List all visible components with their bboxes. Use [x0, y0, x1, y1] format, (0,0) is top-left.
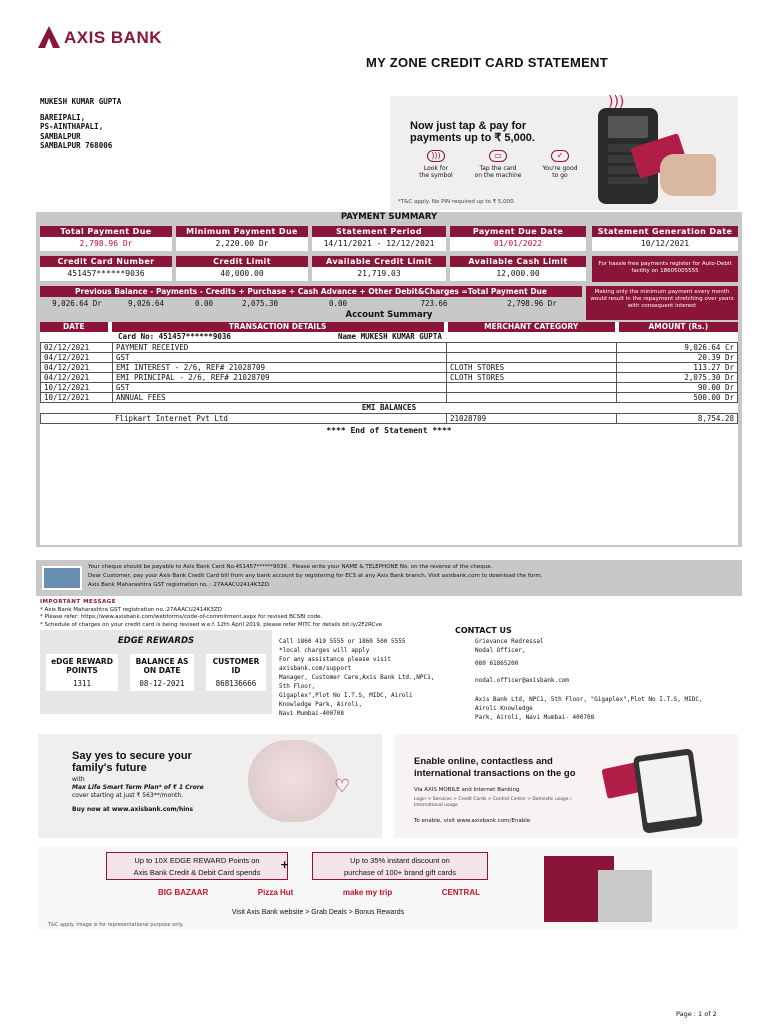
total-payment-due-label: Total Payment Due: [40, 226, 172, 237]
card-number-line: Card No: 451457******9036: [118, 332, 231, 341]
contact-line: Call 1860 419 5555 or 1860 500 5555: [279, 638, 406, 645]
statement-period-value: 14/11/2021 - 12/12/2021: [312, 237, 446, 251]
transaction-details: EMI PRINCIPAL - 2/6, REF# 21028709: [113, 373, 447, 383]
balance-equation-header: Previous Balance - Payments - Credits + Purchase + Cash Advance + Other Debit&Charges =Total Payment Due: [40, 286, 582, 297]
step-label: You're good: [542, 165, 578, 172]
big-bazaar-logo: BIG BAZAAR: [158, 888, 209, 897]
credit-card-number-label: Credit Card Number: [40, 256, 172, 267]
minimum-payment-due: [176, 226, 308, 251]
important-item: * Schedule of charges on your credit card is being revised w.e.f. 12th April 2019, please refer MITC for details bit.ly/2F2RCve: [40, 621, 383, 628]
notes-band: [36, 560, 742, 596]
transactions-area: [40, 322, 738, 545]
contact-line: Park, Airoli, Navi Mumbai- 400708: [475, 714, 595, 721]
balance-equation-values: [40, 297, 582, 311]
emi-row: [41, 414, 738, 424]
available-credit-limit: [312, 256, 446, 281]
card-info-row: [40, 332, 738, 342]
makemytrip-logo: make my trip: [342, 888, 393, 897]
online-enable-link[interactable]: To enable, visit www.axisbank.com/Enable: [414, 818, 531, 824]
contactless-symbol-icon: ))): [427, 150, 445, 162]
address-line: SAMBALPUR: [40, 131, 81, 141]
statement-title: MY ZONE CREDIT CARD STATEMENT: [366, 55, 608, 70]
statement-panel: [36, 212, 742, 547]
transaction-details: GST: [113, 383, 447, 393]
contact-line: Nodal Officer,: [475, 647, 526, 654]
insurance-copy: [72, 776, 204, 814]
payment-due-date-label: Payment Due Date: [450, 226, 586, 237]
transaction-amount: 113.27 Dr: [617, 363, 738, 373]
credit-limit: [176, 256, 308, 281]
cardholder-name-line: Name MUKESH KUMAR GUPTA: [338, 332, 442, 341]
credit-limit-label: Credit Limit: [176, 256, 308, 267]
tap-ad-footnote: *T&C apply. No PIN required up to ₹ 5,000.: [398, 199, 516, 205]
total-due-value: 2,798.96 Dr: [507, 299, 557, 308]
end-of-statement: **** End of Statement ****: [326, 426, 452, 435]
plus-sign: +: [280, 858, 290, 871]
rewards-box-line-1: Up to 10X EDGE REWARD Points on: [134, 856, 260, 865]
credits-value: 0.00: [194, 299, 214, 308]
transaction-amount: 2,075.30 Dr: [617, 373, 738, 383]
notes-line: Dear Customer, pay your Axis Bank Credit Card bill from any bank account by registering for ECS at any Axis Bank branch. Visit axisbank.com to download the form.: [88, 573, 543, 579]
online-transactions-ad: [394, 734, 738, 838]
step-label: Look for: [423, 165, 449, 172]
online-headline-2: international transactions on the go: [414, 768, 576, 779]
contact-email[interactable]: nodal.officer@axisbank.com: [475, 677, 569, 684]
giftcards-box-line-2: purchase of 100+ brand gift cards: [344, 868, 456, 877]
contact-line: Manager, Customer Care,Axis Bank Ltd.,NPC1,: [279, 674, 435, 681]
transaction-details: ANNUAL FEES: [113, 393, 447, 403]
mobile-phone-image: [633, 748, 703, 834]
pizza-hut-logo: Pizza Hut: [257, 888, 294, 897]
emi-balances-title: EMI BALANCES: [361, 403, 417, 412]
transaction-amount: 20.39 Dr: [617, 353, 738, 363]
table-row: [41, 353, 738, 363]
emi-amount: 8,754.28: [617, 414, 738, 424]
transaction-date: 04/12/2021: [41, 373, 113, 383]
important-title: IMPORTANT MESSAGE: [40, 599, 116, 605]
tap-ad-headline-1: Now just tap & pay for: [410, 120, 527, 132]
rewards-tnc: T&C apply. Image is for representational purpose only.: [48, 922, 184, 928]
rewards-box: [106, 852, 288, 880]
edge-rewards-grid: [40, 654, 272, 691]
transaction-category: [447, 393, 617, 403]
contact-line: Airoli Knowledge: [475, 705, 533, 712]
payment-due-date: [450, 226, 586, 251]
tap-ad-headline-2: payments up to ₹ 5,000.: [410, 132, 535, 144]
step-label: Tap the card: [479, 165, 517, 172]
tap-steps: [408, 150, 588, 179]
customer-address: [40, 97, 121, 151]
table-row: [41, 383, 738, 393]
min-payment-note: Making only the minimum payment every month would result in the repayment stretching over years with consequent interest: [586, 286, 738, 320]
payments-value: 9,026.64: [127, 299, 165, 308]
credit-card-number: [40, 256, 172, 281]
transaction-date: 04/12/2021: [41, 353, 113, 363]
total-payment-due: [40, 226, 172, 251]
giftcards-box-line-1: Up to 35% instant discount on: [350, 856, 450, 865]
transaction-amount: 9,026.64 Cr: [617, 343, 738, 353]
transaction-amount: 500.00 Dr: [617, 393, 738, 403]
balance-date-value: 08-12-2021: [139, 679, 185, 688]
credit-card-number-value: 451457******9036: [40, 267, 172, 281]
statement-period: [312, 226, 446, 251]
transaction-category: [447, 343, 617, 353]
hand-ok-icon: ✓: [551, 150, 569, 162]
reward-points-cell: [46, 654, 118, 691]
autodebit-note: For hassle free payments register for Auto-Debit facility on 18605005555: [592, 256, 738, 282]
column-category: MERCHANT CATEGORY: [448, 322, 615, 332]
edge-rewards-box: [40, 630, 272, 714]
statement-period-label: Statement Period: [312, 226, 446, 237]
step-label: the symbol: [419, 172, 453, 179]
column-amount: AMOUNT (Rs.): [619, 322, 738, 332]
address-line: PS-AINTHAPALI,: [40, 122, 104, 131]
available-credit-limit-value: 21,719.03: [312, 267, 446, 281]
contact-line: 080 61865200: [475, 660, 519, 667]
table-row: [41, 393, 738, 403]
minimum-payment-due-label: Minimum Payment Due: [176, 226, 308, 237]
minimum-payment-due-value: 2,220.00 Dr: [176, 237, 308, 251]
cash-advance-value: 0.00: [328, 299, 348, 308]
total-payment-due-value: 2,798.96 Dr: [40, 237, 172, 251]
shopping-bag-image: [598, 870, 652, 922]
contact-line: Knowledge Park, Airoli,: [279, 701, 363, 708]
customer-id-value: 868136666: [215, 679, 257, 688]
insurance-headline: [72, 750, 192, 774]
reward-points-value: 1311: [72, 679, 92, 688]
previous-balance-value: 9,026.64 Dr: [52, 299, 102, 308]
axis-logo: [38, 26, 60, 52]
transaction-details: PAYMENT RECEIVED: [113, 343, 447, 353]
step-label: to go: [552, 172, 568, 179]
insurance-buy-link[interactable]: Buy now at www.axisbank.com/hins: [72, 806, 194, 813]
rewards-box-line-2: Axis Bank Credit & Debit Card spends: [133, 868, 261, 877]
heart-icon: ♡: [334, 776, 351, 797]
reward-points-label: eDGE REWARD POINTS: [51, 657, 113, 675]
contact-line: Gigaplex",Plot No I.T.S, MIDC, Airoli: [279, 692, 413, 699]
insurance-headline-2: family's future: [72, 762, 147, 774]
customer-id-cell: [206, 654, 266, 691]
emi-table: [40, 413, 738, 424]
online-headline: [414, 756, 576, 780]
online-headline-1: Enable online, contactless and: [414, 756, 553, 767]
notes-text: [88, 563, 543, 590]
address-line: BAREIPALI,: [40, 112, 86, 122]
tap-ad-headline: [410, 120, 535, 144]
giftcards-box: [312, 852, 488, 880]
other-charges-value: 723.66: [420, 299, 448, 308]
transaction-date: 04/12/2021: [41, 363, 113, 373]
insurance-headline-1: Say yes to secure your: [72, 750, 192, 762]
contact-line: 5th Floor,: [279, 683, 316, 690]
transaction-category: [447, 353, 617, 363]
edge-rewards-title: EDGE REWARDS: [117, 636, 195, 646]
table-row: [41, 363, 738, 373]
transactions-table: [40, 342, 738, 403]
transaction-category: [447, 383, 617, 393]
customer-name: MUKESH KUMAR GUPTA: [40, 97, 122, 106]
transaction-date: 10/12/2021: [41, 393, 113, 403]
transaction-date: 10/12/2021: [41, 383, 113, 393]
contact-line: Navi Mumbai-400708: [279, 710, 345, 717]
balance-equation: [40, 286, 582, 311]
contact-line: *local charges will apply: [279, 647, 370, 654]
payment-due-date-value: 01/01/2022: [450, 237, 586, 251]
emi-ref: 21028709: [447, 414, 617, 424]
rewards-deals-ad: [38, 846, 738, 930]
brand-name: AXIS BANK: [64, 28, 163, 47]
balance-date-cell: [130, 654, 194, 691]
contact-line: Axis Bank Ltd, NPC1, 5th Floor, "Gigaplex",Plot No I.T.S, MIDC,: [475, 696, 703, 703]
contact-line: For any assistance please visit: [279, 656, 391, 663]
transaction-date: 02/12/2021: [41, 343, 113, 353]
statement-generation-date: [592, 226, 738, 251]
transaction-details: GST: [113, 353, 447, 363]
insurance-disclaimer: [42, 820, 378, 836]
important-item: * Please refer: https://www.axisbank.com/webforms/code-of-commitment.aspx for revised BCSBI code.: [40, 614, 323, 620]
tap-pay-ad: [390, 96, 738, 210]
tap-step: [468, 150, 528, 179]
axis-logo-icon: [38, 26, 60, 48]
table-row: [41, 373, 738, 383]
contact-line: Grievance Redressal: [475, 638, 544, 645]
table-row: [41, 343, 738, 353]
available-credit-limit-label: Available Credit Limit: [312, 256, 446, 267]
contact-us-title: CONTACT US: [455, 626, 512, 635]
statement-generation-date-label: Statement Generation Date: [592, 226, 738, 237]
available-cash-limit-label: Available Cash Limit: [450, 256, 586, 267]
cheque-icon: [42, 566, 82, 590]
account-summary-title: Account Summary: [345, 310, 433, 320]
deals-tagline: Visit Axis Bank website > Grab Deals > Bonus Rewards: [231, 909, 405, 916]
hand-image: [660, 154, 716, 196]
family-hands-image: [248, 740, 338, 822]
contact-right: [475, 637, 741, 722]
step-label: on the machine: [474, 172, 522, 179]
brand-logos: [158, 888, 480, 897]
address-line: SAMBALPUR 768006: [40, 141, 113, 150]
purchase-value: 2,075.30: [241, 299, 279, 308]
insurance-product: Max Life Smart Term Plan* of ₹ 1 Crore: [72, 784, 204, 791]
transaction-category: CLOTH STORES: [447, 363, 617, 373]
page-number: Page : 1 of 2: [676, 1010, 717, 1018]
contactless-icon: ))): [608, 94, 625, 110]
balance-date-label: BALANCE AS ON DATE: [135, 657, 189, 675]
column-details: TRANSACTION DETAILS: [112, 322, 444, 332]
transaction-details: EMI INTEREST - 2/6, REF# 21028709: [113, 363, 447, 373]
transaction-amount: 90.00 Dr: [617, 383, 738, 393]
transaction-category: CLOTH STORES: [447, 373, 617, 383]
emi-merchant: Flipkart Internet Pvt Ltd: [41, 414, 447, 424]
notes-line: Your cheque should be payable to Axis Bank Card No.451457******9036 . Please write your NAME & TELEPHONE No. on the reverse of the cheque.: [88, 564, 493, 570]
column-date: DATE: [40, 322, 108, 332]
online-via: Via AXIS MOBILE and Internet Banking: [414, 787, 520, 793]
contact-left: [279, 637, 459, 718]
statement-generation-date-value: 10/12/2021: [592, 237, 738, 251]
customer-id-label: CUSTOMER ID: [212, 657, 260, 675]
contact-link[interactable]: axisbank.com/support: [279, 665, 352, 672]
notes-line: Axis Bank Maharashtra GST registration no. : 27AAACU2414K3ZD.: [88, 582, 271, 588]
credit-limit-value: 40,000.00: [176, 267, 308, 281]
transactions-header: [40, 322, 738, 332]
card-tap-icon: ▭: [489, 150, 507, 162]
important-item: * Axis Bank Maharashtra GST registration no.:27AAACU2414K3ZD: [40, 606, 222, 613]
insurance-cover: cover starting at just ₹ 563**/month.: [72, 792, 184, 799]
insurance-with: with: [72, 776, 85, 783]
online-path: Login > Services > Credit Cards > Control Center > Domestic usage / International usage: [414, 797, 572, 808]
tap-step: [408, 150, 464, 179]
central-logo: CENTRAL: [441, 888, 480, 897]
available-cash-limit-value: 12,000.00: [450, 267, 586, 281]
payment-summary-title: PAYMENT SUMMARY: [340, 212, 438, 222]
available-cash-limit: [450, 256, 586, 281]
insurance-ad: [38, 734, 382, 838]
tap-step: [532, 150, 588, 179]
important-message: [40, 599, 382, 629]
